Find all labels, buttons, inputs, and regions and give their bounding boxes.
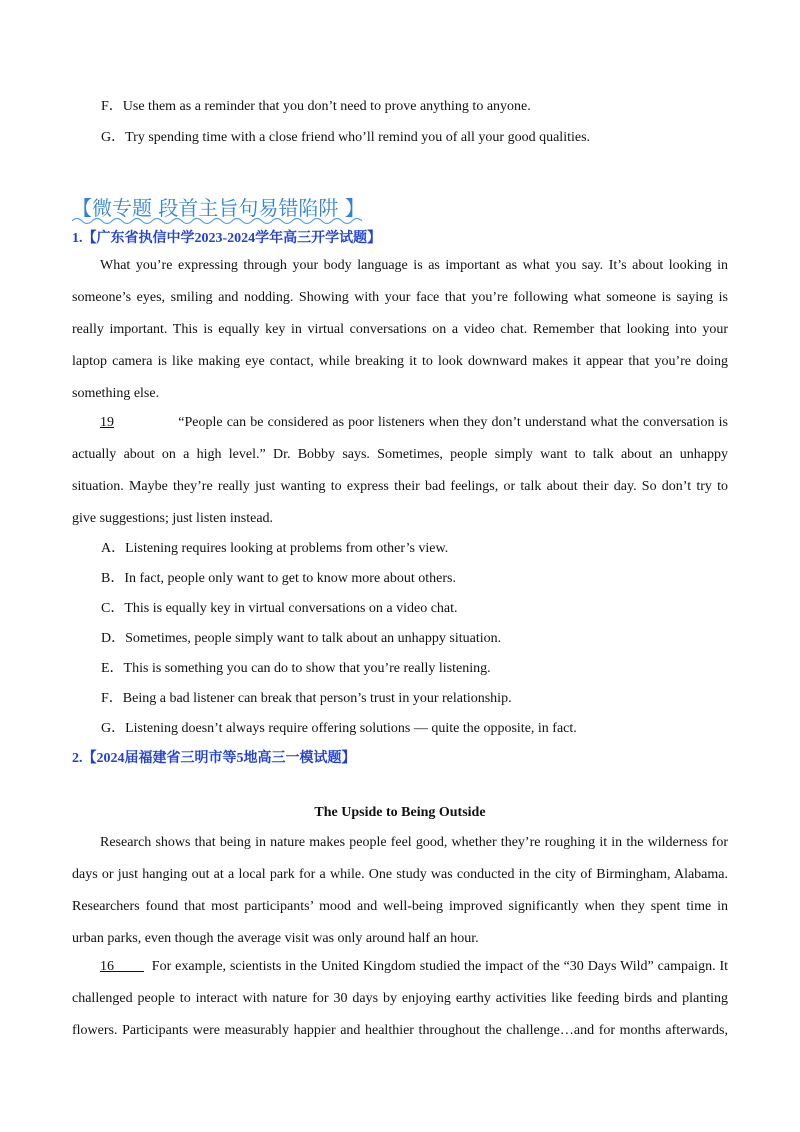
text-line: challenged people to interact with nature for 30 days by enjoying earthy activities like feeding birds and planting xyxy=(72,991,728,1006)
text-line: situation. Maybe they’re really just wanting to express their bad feelings, or talk about their day. So don’t try to xyxy=(72,479,728,494)
text-line: someone’s eyes, smiling and nodding. Showing with your face that you’re following what someone is saying is xyxy=(72,290,728,305)
q1-option-a: A．Listening requires looking at problems from other’s view. xyxy=(101,541,449,556)
text-line: 19 “People can be considered as poor listeners when they don’t understand what the conversation is xyxy=(100,415,728,430)
q2-paragraph-2 xyxy=(72,958,728,1054)
topic-underline-wave xyxy=(72,216,362,226)
text-line: something else. xyxy=(72,386,160,401)
answer-blank-16[interactable]: 16 xyxy=(100,959,114,974)
option-f-top: F．Use them as a reminder that you don’t need to prove anything to anyone. xyxy=(101,99,531,114)
passage-title: The Upside to Being Outside xyxy=(314,805,486,820)
q1-option-e: E．This is something you can do to show that you’re really listening. xyxy=(101,661,491,676)
q1-paragraph-1 xyxy=(72,257,728,417)
question-2-source: 2.【2024届福建省三明市等5地高三一模试题】 xyxy=(72,751,356,766)
question-1-source: 1.【广东省执信中学2023-2024学年高三开学试题】 xyxy=(72,231,382,246)
text-line: days or just hanging out at a local park for a while. One study was conducted in the city of Birmingham, Alabama. xyxy=(72,867,728,882)
text-line: urban parks, even though the average visit was only around half an hour. xyxy=(72,931,479,946)
q1-paragraph-2 xyxy=(72,414,728,542)
option-g-top: G．Try spending time with a close friend who’ll remind you of all your good qualities. xyxy=(101,130,591,145)
q1-option-c: C．This is equally key in virtual conversations on a video chat. xyxy=(101,601,458,616)
text-line: laptop camera is like making eye contact, while breaking it to look downward makes it appear that you’re doing xyxy=(72,354,728,369)
topic-header: 【微专题 段首主旨句易错陷阱 】 xyxy=(72,196,365,220)
text-line: Research shows that being in nature makes people feel good, whether they’re roughing it in the wilderness for xyxy=(100,835,728,850)
text-line: What you’re expressing through your body language is as important as what you say. It’s about looking in xyxy=(100,258,728,273)
q2-paragraph-1 xyxy=(72,834,728,962)
q1-option-d: D．Sometimes, people simply want to talk about an unhappy situation. xyxy=(101,631,502,646)
text-line: 16 For example, scientists in the United Kingdom studied the impact of the “30 Days Wild” campaign. It xyxy=(100,959,728,974)
q1-option-g: G．Listening doesn’t always require offering solutions — quite the opposite, in fact. xyxy=(101,721,577,736)
answer-blank-19[interactable]: 19 xyxy=(100,415,114,430)
text-line: actually about on a high level.” Dr. Bobby says. Sometimes, people simply want to talk about an unhappy xyxy=(72,447,728,462)
q1-option-f: F．Being a bad listener can break that person’s trust in your relationship. xyxy=(101,691,512,706)
text-line: give suggestions; just listen instead. xyxy=(72,511,274,526)
text-line: really important. This is equally key in virtual conversations on a video chat. Remember that looking into your xyxy=(72,322,728,337)
text-line: Researchers found that most participants’ mood and well-being improved significantly when they spent time in xyxy=(72,899,728,914)
text-line: flowers. Participants were measurably happier and healthier throughout the challenge…and for months afterwards, xyxy=(72,1023,728,1038)
q1-option-b: B．In fact, people only want to get to know more about others. xyxy=(101,571,456,586)
